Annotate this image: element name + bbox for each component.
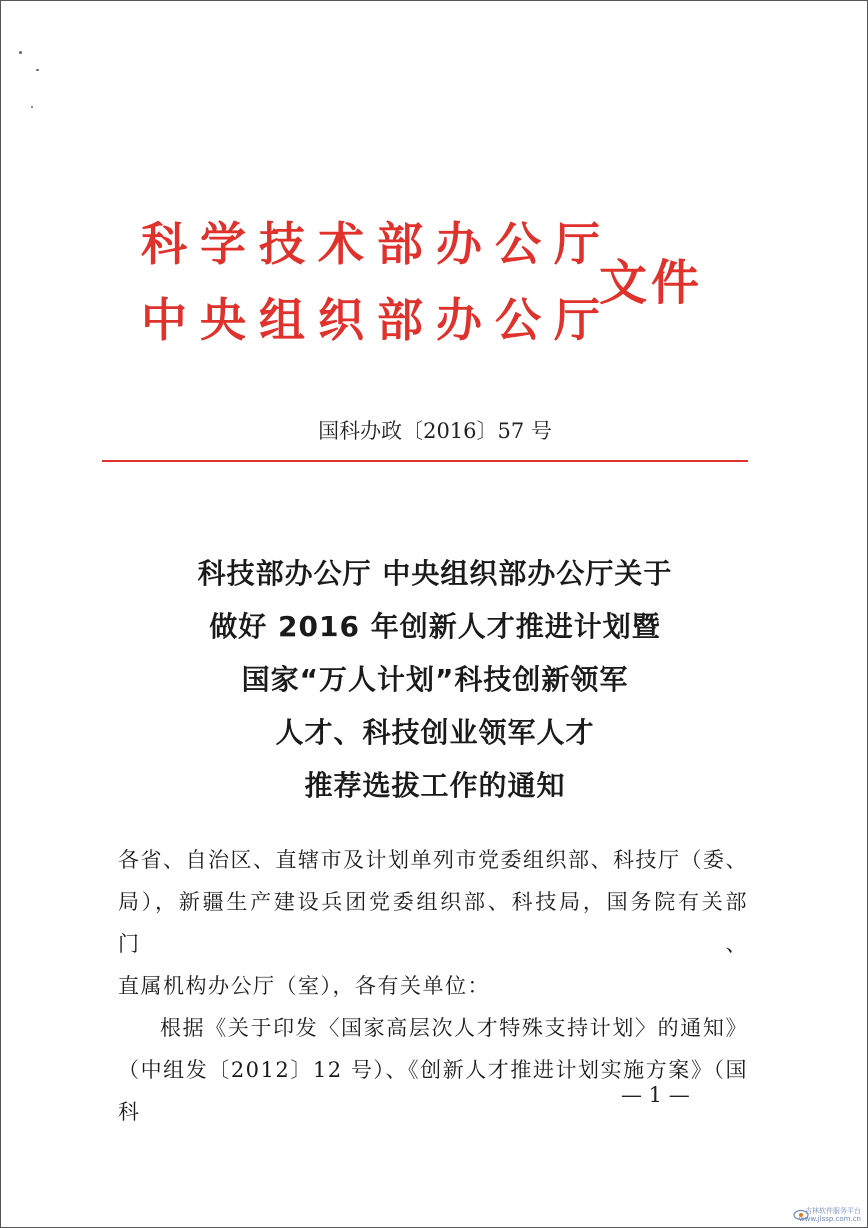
title-line: 推荐选拔工作的通知 <box>304 769 566 802</box>
document-header <box>141 209 741 359</box>
recipients-line: 局），新疆生产建设兵团党委组织部、科技局，国务院有关部门、 <box>118 890 748 956</box>
title-line: 国家“万人计划”科技创新领军 <box>241 663 629 696</box>
paragraph-line: 根据《关于印发〈国家高层次人才特殊支持计划〉的通知》 <box>160 1016 748 1040</box>
page-number: — 1 — <box>621 1083 690 1107</box>
scan-speck <box>19 51 22 54</box>
watermark-line-2: www.jlssp.com.cn <box>798 1215 861 1223</box>
watermark <box>799 1207 861 1223</box>
recipients-line: 各省、自治区、直辖市及计划单列市党委组织部、科技厅（委、 <box>118 848 748 872</box>
title-line: 科技部办公厅 中央组织部办公厅关于 <box>197 557 673 590</box>
scan-speck <box>31 106 33 108</box>
issuer-line-2: 中央组织部办公厅 <box>141 293 613 347</box>
document-number: 国科办政〔2016〕57 号 <box>318 419 552 443</box>
title-line: 人才、科技创业领军人才 <box>275 716 595 749</box>
watermark-line-1: 吉林软件服务平台 <box>805 1207 861 1215</box>
document-title <box>1 547 868 812</box>
document-type: 文件 <box>599 255 704 311</box>
title-line: 做好 2016 年创新人才推进计划暨 <box>209 610 661 643</box>
scan-speck <box>36 69 39 71</box>
paragraph-line: （中组发〔2012〕12 号）、《创新人才推进计划实施方案》（国科 <box>118 1058 748 1124</box>
issuer-line-1: 科学技术部办公厅 <box>141 217 613 271</box>
red-divider-line <box>102 460 748 462</box>
recipients-line: 直属机构办公厅（室），各有关单位： <box>118 974 490 998</box>
